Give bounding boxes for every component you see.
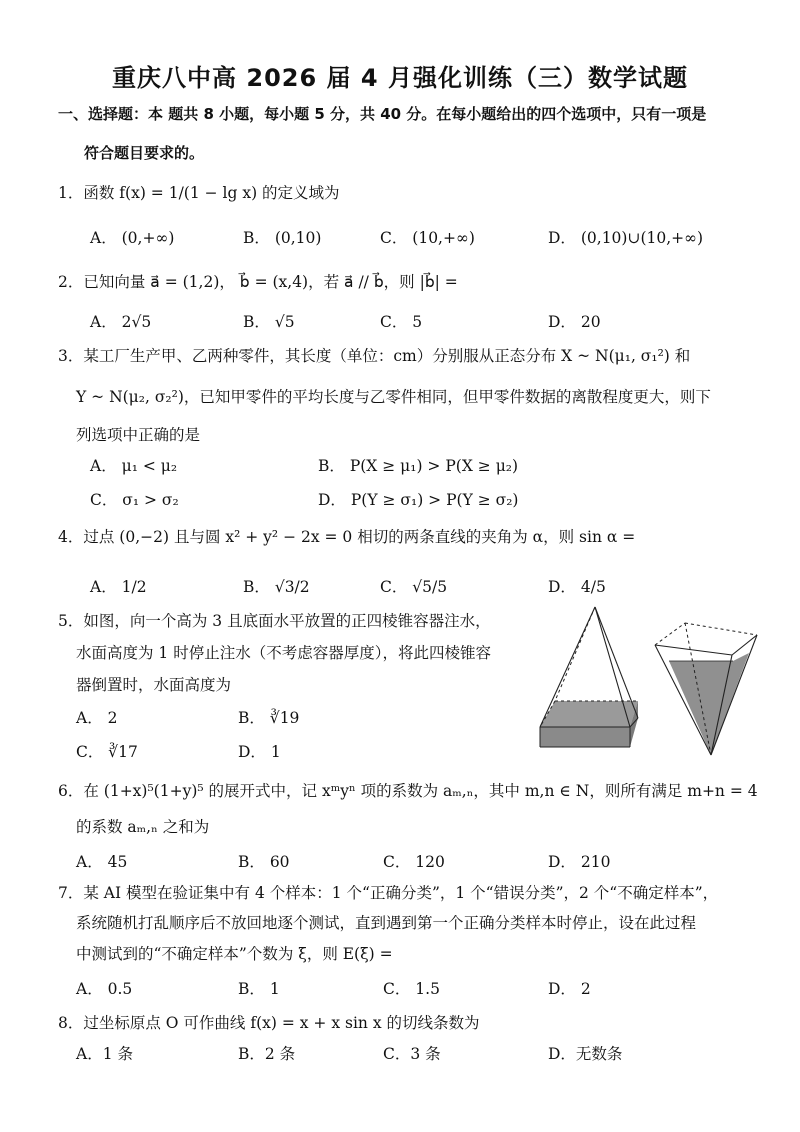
question-3-line1: 3．某工厂生产甲、乙两种零件，其长度（单位：cm）分别服从正态分布 X ~ N(μ₁, σ₁²) 和: [58, 347, 691, 365]
question-2-option-a: A． 2√5: [90, 313, 152, 331]
question-7-option-a: A． 0.5: [76, 980, 133, 998]
question-1-option-d: D． (0,10)∪(10,+∞): [548, 229, 704, 247]
question-4-stem: 4．过点 (0,−2) 且与圆 x² + y² − 2x = 0 相切的两条直线的夹角为 α，则 sin α =: [58, 528, 636, 546]
section-instructions-line2: 符合题目要求的。: [84, 144, 205, 162]
question-3-option-b: B． P(X ≥ μ₁) > P(X ≥ μ₂): [318, 457, 519, 475]
question-5-option-c: C． ∛17: [76, 743, 138, 761]
question-5-option-a: A． 2: [76, 709, 118, 727]
upright-pyramid: [540, 607, 638, 747]
question-1-option-b: B． (0,10): [243, 229, 322, 247]
question-6-line1: 6．在 (1+x)⁵(1+y)⁵ 的展开式中，记 xᵐyⁿ 项的系数为 aₘ,ₙ，其中 m,n ∈ N，则所有满足 m+n = 4: [58, 782, 758, 800]
question-1-option-a: A． (0,+∞): [90, 229, 175, 247]
question-3-option-c: C． σ₁ > σ₂: [90, 491, 179, 509]
question-7-option-b: B． 1: [238, 980, 280, 998]
question-6-option-a: A． 45: [76, 853, 128, 871]
question-8-option-a: A．1 条: [76, 1045, 133, 1063]
question-5-line2: 水面高度为 1 时停止注水（不考虑容器厚度），将此四棱锥容: [76, 644, 491, 662]
question-5-option-b: B． ∛19: [238, 709, 300, 727]
question-2-option-c: C． 5: [380, 313, 423, 331]
question-8-option-b: B．2 条: [238, 1045, 296, 1063]
pyramid-figure: [535, 605, 765, 765]
question-6-option-b: B． 60: [238, 853, 290, 871]
question-4-option-c: C． √5/5: [380, 578, 448, 596]
question-7-line3: 中测试到的“不确定样本”个数为 ξ，则 E(ξ) =: [76, 945, 393, 963]
question-8-stem: 8．过坐标原点 O 可作曲线 f(x) = x + x sin x 的切线条数为: [58, 1014, 480, 1032]
question-2-option-b: B． √5: [243, 313, 295, 331]
question-1-stem: 1．函数 f(x) = 1/(1 − lg x) 的定义域为: [58, 184, 340, 202]
question-3-line2: Y ~ N(μ₂, σ₂²)，已知甲零件的平均长度与乙零件相同，但甲零件数据的离散程度更大，则下: [76, 388, 711, 406]
question-1-option-c: C． (10,+∞): [380, 229, 475, 247]
question-7-option-c: C． 1.5: [383, 980, 440, 998]
question-8-option-d: D．无数条: [548, 1045, 623, 1063]
question-5-option-d: D． 1: [238, 743, 281, 761]
section-instructions-line1: 一、选择题：本 题共 8 小题，每小题 5 分，共 40 分。在每小题给出的四个选项中，只有一项是: [58, 105, 707, 123]
question-7-option-d: D． 2: [548, 980, 591, 998]
question-3-option-d: D． P(Y ≥ σ₁) > P(Y ≥ σ₂): [318, 491, 519, 509]
question-5-line3: 器倒置时，水面高度为: [76, 676, 232, 694]
inverted-pyramid: [655, 623, 757, 755]
question-5-line1: 5．如图，向一个高为 3 且底面水平放置的正四棱锥容器注水，: [58, 612, 491, 630]
question-7-line2: 系统随机打乱顺序后不放回地逐个测试，直到遇到第一个正确分类样本时停止，设在此过程: [76, 914, 697, 932]
page-title: 重庆八中高 2026 届 4 月强化训练（三）数学试题: [112, 64, 688, 92]
question-4-option-a: A． 1/2: [90, 578, 147, 596]
question-6-line2: 的系数 aₘ,ₙ 之和为: [76, 818, 210, 836]
question-4-option-d: D． 4/5: [548, 578, 606, 596]
question-4-option-b: B． √3/2: [243, 578, 310, 596]
question-6-option-c: C． 120: [383, 853, 445, 871]
question-3-line3: 列选项中正确的是: [76, 426, 201, 444]
question-2-option-d: D． 20: [548, 313, 601, 331]
question-8-option-c: C．3 条: [383, 1045, 441, 1063]
question-7-line1: 7．某 AI 模型在验证集中有 4 个样本：1 个“正确分类”，1 个“错误分类”，2 个“不确定样本”，: [58, 884, 719, 902]
question-3-option-a: A． μ₁ < μ₂: [90, 457, 178, 475]
question-6-option-d: D． 210: [548, 853, 611, 871]
question-2-stem: 2．已知向量 a⃗ = (1,2)， b⃗ = (x,4)，若 a⃗ // b⃗，则 |b⃗| =: [58, 273, 458, 291]
